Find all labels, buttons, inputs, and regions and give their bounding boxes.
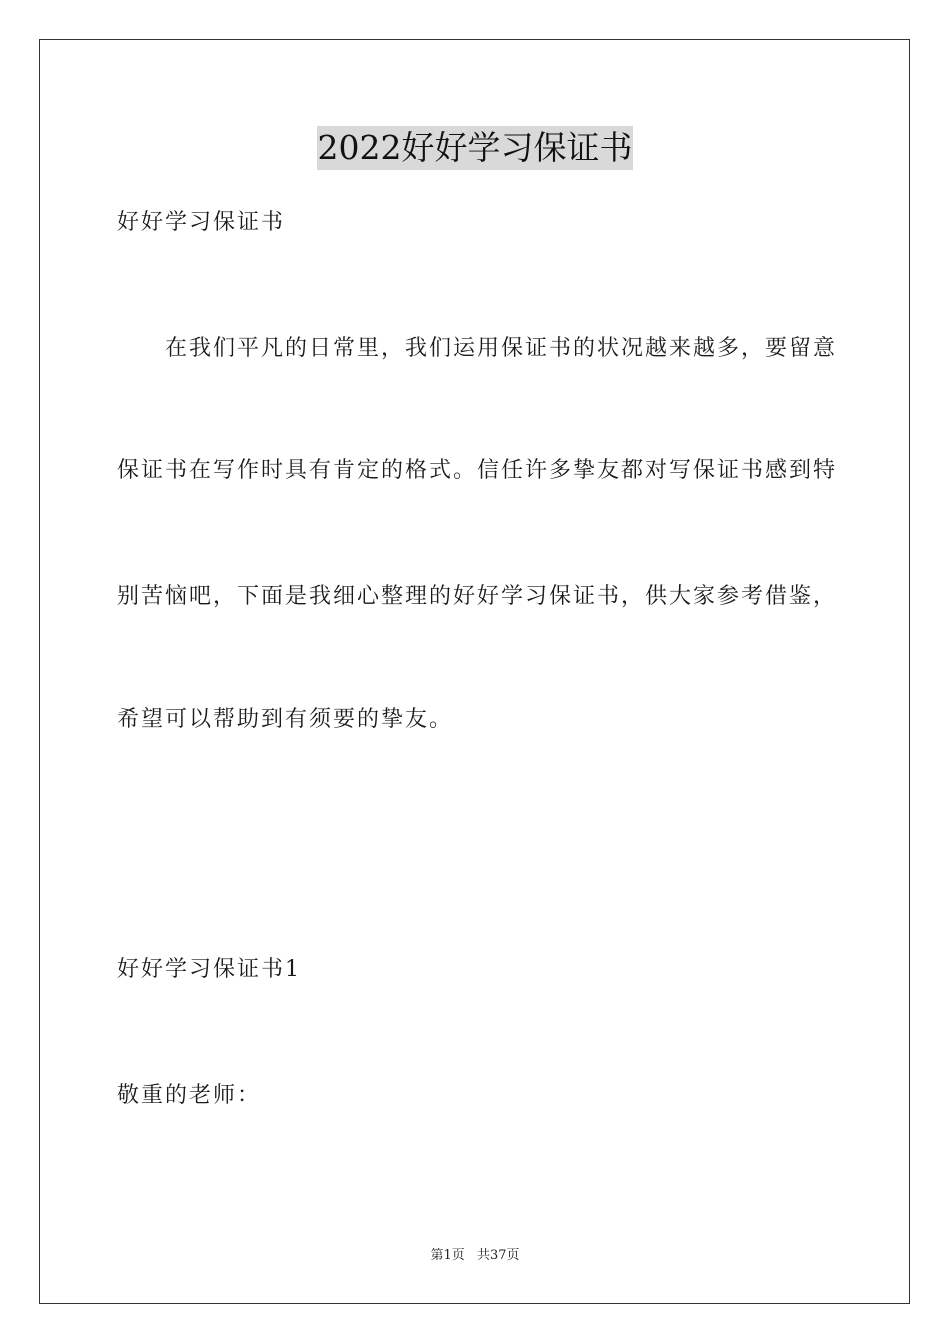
paragraph-line-4: 希望可以帮助到有须要的挚友。 [117, 707, 454, 732]
paragraph-line-2: 保证书在写作时具有肯定的格式。信任许多挚友都对写保证书感到特 [117, 458, 838, 483]
section-heading: 好好学习保证书1 [117, 957, 301, 982]
paragraph-line-3: 别苦恼吧，下面是我细心整理的好好学习保证书，供大家参考借鉴， [117, 584, 838, 609]
page-footer [0, 1247, 950, 1265]
total-pages: 共37页 [476, 1248, 520, 1263]
document-subtitle: 好好学习保证书 [117, 210, 286, 235]
page-number: 第1页 [430, 1248, 465, 1263]
title-container [0, 126, 950, 170]
paragraph-line-1: 在我们平凡的日常里，我们运用保证书的状况越来越多，要留意 [165, 336, 838, 361]
document-title: 2022好好学习保证书 [317, 126, 634, 170]
salutation: 敬重的老师： [117, 1083, 262, 1108]
